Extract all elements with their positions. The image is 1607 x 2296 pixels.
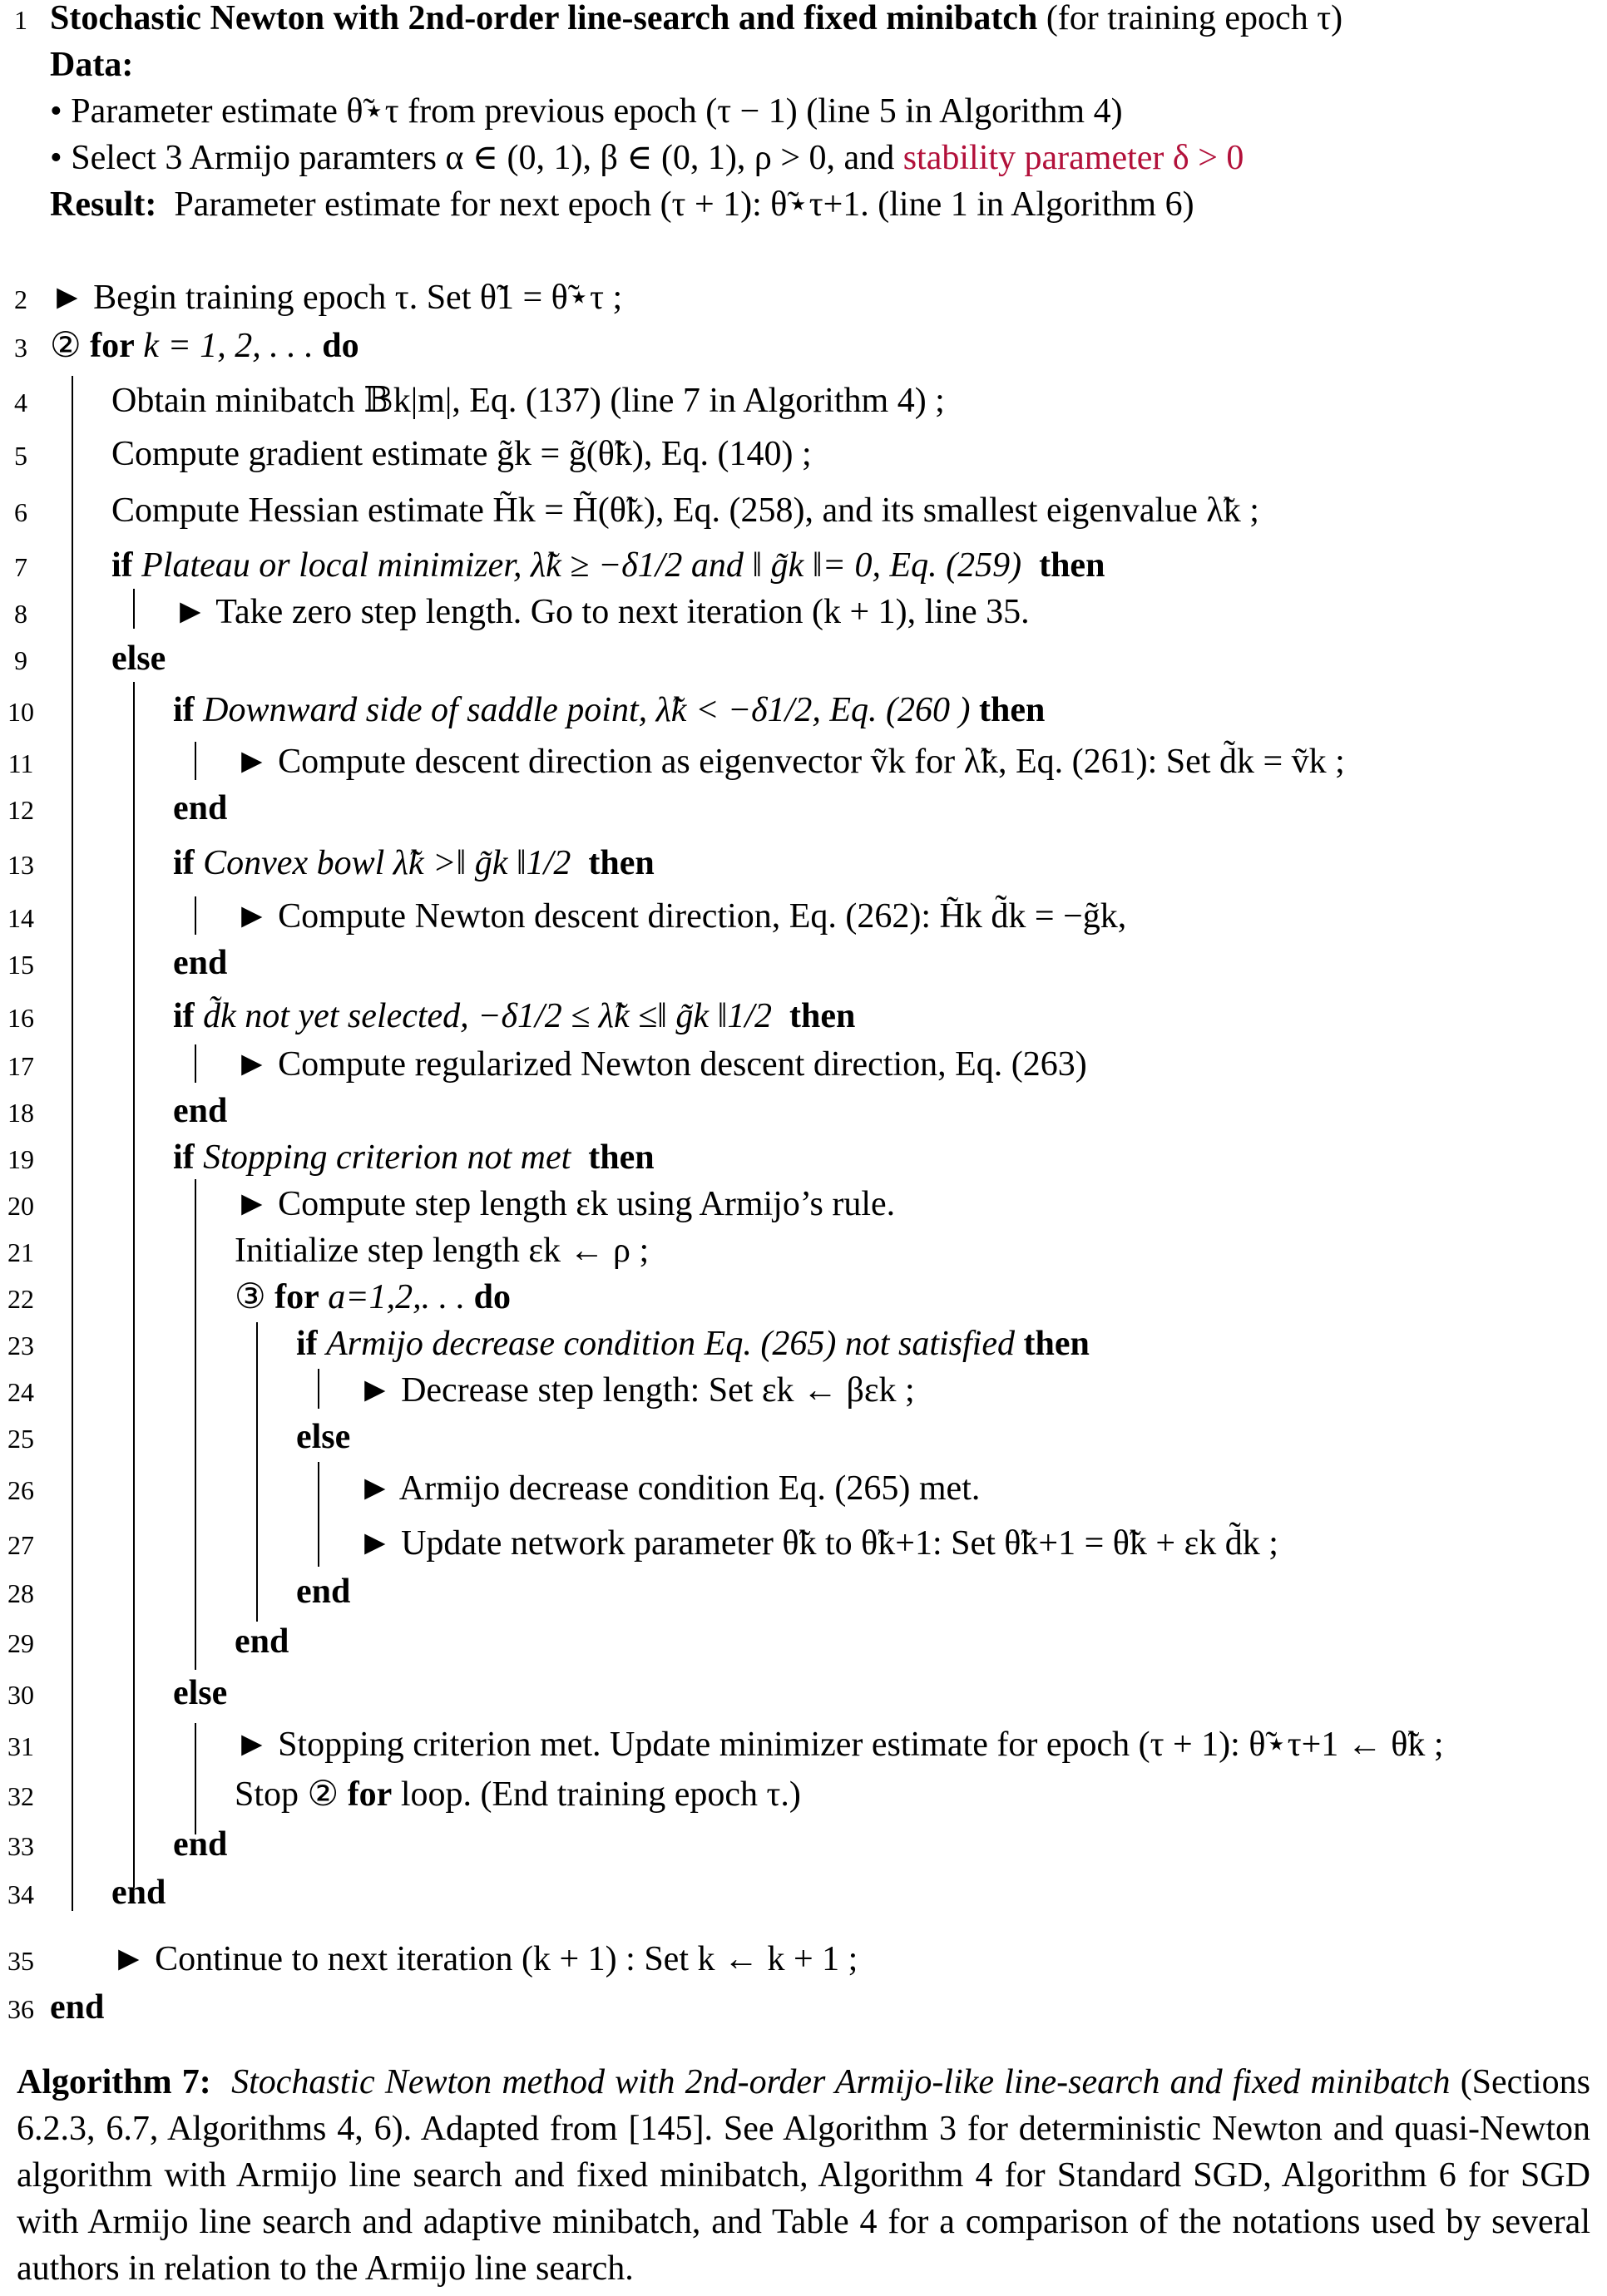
line-number: 30 [7, 1680, 34, 1710]
algo-line-18 [0, 1088, 1607, 1134]
data-item-1-text: • Parameter estimate θ̃⋆τ from previous epoch (τ − 1) (line 5 in Algorithm 4) [50, 92, 1123, 131]
algo-line-13 [0, 840, 1607, 886]
line-text: ► Take zero step length. Go to next iteration (k + 1), line 35. [173, 593, 1030, 631]
algo-line-35 [0, 1936, 1607, 1982]
line-text: ► Compute step length εk using Armijo’s rule. [235, 1185, 896, 1223]
line-text: Compute Hessian estimate H̃k = H̃(θ̃k), Eq. (258), and its smallest eigenvalue λ̃k ; [111, 491, 1259, 530]
keyword-end: end [50, 1988, 105, 2027]
keyword-if: if [173, 1138, 195, 1177]
algo-line-34 [0, 1869, 1607, 1916]
keyword-end: end [173, 944, 228, 982]
caption-text: (Sections 6.2.3, 6.7, Algorithms 4, 6). Adapted from [145]. See Algorithm 3 for deterministic Newton and quasi-Newton algorithm with Armijo line search and fixed minibatch, Algorithm 4 for Standard SGD, Algorithm 6 for SGD with Armijo line search and adaptive minibatch, and Table 4 for a comparison of the notations used by several authors in relation to the Armijo line search. [17, 2063, 1590, 2288]
line-number: 5 [14, 441, 27, 471]
line-number: 31 [7, 1731, 34, 1761]
algo-line-21 [0, 1227, 1607, 1274]
keyword-then: then [1023, 1325, 1090, 1363]
keyword-do: do [473, 1278, 511, 1316]
keyword-if: if [173, 997, 195, 1035]
keyword-do: do [322, 327, 359, 365]
loop-range: k = 1, 2, . . . [143, 327, 314, 365]
algo-line-28 [0, 1568, 1607, 1615]
line-number: 32 [7, 1781, 34, 1811]
line-number: 26 [7, 1475, 34, 1505]
line-number: 21 [7, 1237, 34, 1267]
keyword-for: for [274, 1278, 319, 1316]
line-text: ► Compute Newton descent direction, Eq. (262): H̃k d̃k = −g̃k, [235, 897, 1127, 936]
algorithm-caption [17, 2059, 1590, 2292]
line-number: 1 [14, 5, 27, 35]
keyword-if: if [173, 844, 195, 882]
keyword-else: else [296, 1418, 351, 1456]
keyword-else: else [173, 1674, 228, 1712]
line-number: 24 [7, 1377, 34, 1407]
keyword-for: for [347, 1775, 393, 1814]
algo-line-16 [0, 993, 1607, 1039]
algo-line-17 [0, 1041, 1607, 1088]
algo-line-26 [0, 1465, 1607, 1512]
keyword-if: if [296, 1325, 318, 1363]
algo-line-20 [0, 1181, 1607, 1227]
line-text: ► Decrease step length: Set εk ← βεk ; [358, 1371, 915, 1410]
line-number: 8 [14, 599, 27, 629]
stop-text: Stop ② [235, 1775, 339, 1814]
result-line [0, 181, 1607, 228]
line-number: 27 [7, 1530, 34, 1560]
algo-line-27 [0, 1520, 1607, 1567]
algo-line-8 [0, 589, 1607, 635]
circle-3-marker: ③ [235, 1278, 266, 1316]
keyword-end: end [173, 1092, 228, 1130]
line-number: 9 [14, 645, 27, 675]
line-number: 34 [7, 1879, 34, 1909]
line-text: ► Begin training epoch τ. Set θ̃1 = θ̃⋆τ ; [50, 279, 623, 317]
algo-line-25 [0, 1414, 1607, 1460]
algo-line-23 [0, 1321, 1607, 1367]
algo-line-7 [0, 542, 1607, 589]
stability-parameter-text: stability parameter δ > 0 [902, 139, 1244, 177]
line-number: 10 [7, 697, 34, 727]
line-text: ► Continue to next iteration (k + 1) : Set k ← k + 1 ; [111, 1940, 858, 1978]
algo-line-10 [0, 687, 1607, 733]
keyword-end: end [296, 1573, 351, 1611]
keyword-end: end [173, 1825, 228, 1864]
condition-text: Convex bowl λ̃k >‖ g̃k ‖1/2 [203, 844, 571, 882]
line-text: Obtain minibatch 𝔹k|m|, Eq. (137) (line 7 in Algorithm 4) ; [111, 382, 945, 420]
keyword-end: end [111, 1874, 166, 1912]
line-number: 4 [14, 388, 27, 417]
line-number: 23 [7, 1331, 34, 1360]
line-number: 2 [14, 284, 27, 314]
line-text: ► Update network parameter θ̃k to θ̃k+1: Set θ̃k+1 = θ̃k + εk d̃k ; [358, 1524, 1278, 1563]
line-text: ► Stopping criterion met. Update minimizer estimate for epoch (τ + 1): θ̃⋆τ+1 ← θ̃k ; [235, 1726, 1444, 1764]
condition-text: Stopping criterion not met [203, 1138, 571, 1177]
line-number: 17 [7, 1051, 34, 1081]
line-text: Initialize step length εk ← ρ ; [235, 1232, 650, 1270]
line-number: 35 [7, 1946, 34, 1976]
algo-line-2 [0, 274, 1607, 321]
algo-line-32 [0, 1771, 1607, 1818]
line-number: 25 [7, 1424, 34, 1454]
line-number: 16 [7, 1003, 34, 1033]
line-text: ► Compute descent direction as eigenvector ṽk for λ̃k, Eq. (261): Set d̃k = ṽk ; [235, 743, 1345, 781]
algo-line-6 [0, 487, 1607, 534]
algo-line-33 [0, 1821, 1607, 1868]
caption-title: Stochastic Newton method with 2nd-order Armijo-like line-search and fixed minibatch [231, 2063, 1451, 2101]
data-label-line [0, 42, 1607, 88]
algo-line-5 [0, 431, 1607, 477]
condition-text: Armijo decrease condition Eq. (265) not satisfied [326, 1325, 1015, 1363]
keyword-then: then [588, 1138, 655, 1177]
keyword-end: end [235, 1622, 289, 1661]
algo-line-1 [0, 0, 1607, 42]
line-number: 20 [7, 1191, 34, 1221]
line-number: 29 [7, 1628, 34, 1658]
algo-line-4 [0, 378, 1607, 424]
loop-range: a=1,2,. . . [328, 1278, 466, 1316]
algo-line-3 [0, 323, 1607, 369]
condition-text: d̃k not yet selected, −δ1/2 ≤ λ̃k ≤‖ g̃k ‖1/2 [203, 997, 773, 1035]
keyword-for: for [90, 327, 135, 365]
algo-line-30 [0, 1670, 1607, 1716]
line-number: 12 [7, 795, 34, 825]
line-number: 15 [7, 950, 34, 980]
algo-line-24 [0, 1367, 1607, 1414]
condition-text: Plateau or local minimizer, λ̃k ≥ −δ1/2 and ‖ g̃k ‖= 0, Eq. (259) [141, 546, 1022, 585]
algorithm-title-suffix: (for training epoch τ) [1046, 0, 1343, 37]
keyword-if: if [173, 691, 195, 729]
keyword-then: then [789, 997, 856, 1035]
algo-line-12 [0, 785, 1607, 832]
line-number: 13 [7, 850, 34, 880]
result-label: Result: [50, 185, 157, 224]
keyword-else: else [111, 639, 166, 678]
line-number: 14 [7, 903, 34, 933]
stop-text-rest: loop. (End training epoch τ.) [400, 1775, 801, 1814]
algo-line-11 [0, 738, 1607, 785]
algorithm-title: Stochastic Newton with 2nd-order line-search and fixed minibatch [50, 0, 1038, 37]
result-text: Parameter estimate for next epoch (τ + 1): θ̃⋆τ+1. (line 1 in Algorithm 6) [174, 185, 1194, 224]
keyword-end: end [173, 789, 228, 827]
algo-line-19 [0, 1134, 1607, 1181]
algo-line-22 [0, 1274, 1607, 1321]
keyword-then: then [1039, 546, 1105, 585]
data-label: Data: [50, 46, 134, 84]
line-text: ► Armijo decrease condition Eq. (265) met. [358, 1469, 981, 1508]
keyword-then: then [978, 691, 1046, 729]
circle-2-marker: ② [50, 327, 82, 365]
algo-line-36 [0, 1984, 1607, 2031]
data-item-2 [0, 135, 1607, 181]
condition-text: Downward side of saddle point, λ̃k < −δ1/2, Eq. (260 ) [203, 691, 971, 729]
algo-line-9 [0, 635, 1607, 682]
algo-line-15 [0, 940, 1607, 986]
algo-line-31 [0, 1721, 1607, 1768]
line-number: 18 [7, 1098, 34, 1128]
line-number: 22 [7, 1284, 34, 1314]
keyword-if: if [111, 546, 133, 585]
caption-label: Algorithm 7: [17, 2063, 211, 2101]
line-number: 6 [14, 497, 27, 527]
algo-line-14 [0, 893, 1607, 940]
data-item-1 [0, 88, 1607, 135]
data-item-2-text: • Select 3 Armijo paramters α ∈ (0, 1), β ∈ (0, 1), ρ > 0, and [50, 139, 895, 177]
line-text: ► Compute regularized Newton descent direction, Eq. (263) [235, 1045, 1087, 1084]
line-text: Compute gradient estimate g̃k = g̃(θ̃k), Eq. (140) ; [111, 435, 812, 473]
line-number: 19 [7, 1144, 34, 1174]
line-number: 28 [7, 1578, 34, 1608]
line-number: 3 [14, 333, 27, 363]
algo-line-29 [0, 1618, 1607, 1665]
line-number: 36 [7, 1994, 34, 2024]
line-number: 11 [7, 748, 34, 778]
line-number: 33 [7, 1831, 34, 1861]
line-number: 7 [14, 552, 27, 582]
keyword-then: then [588, 844, 655, 882]
